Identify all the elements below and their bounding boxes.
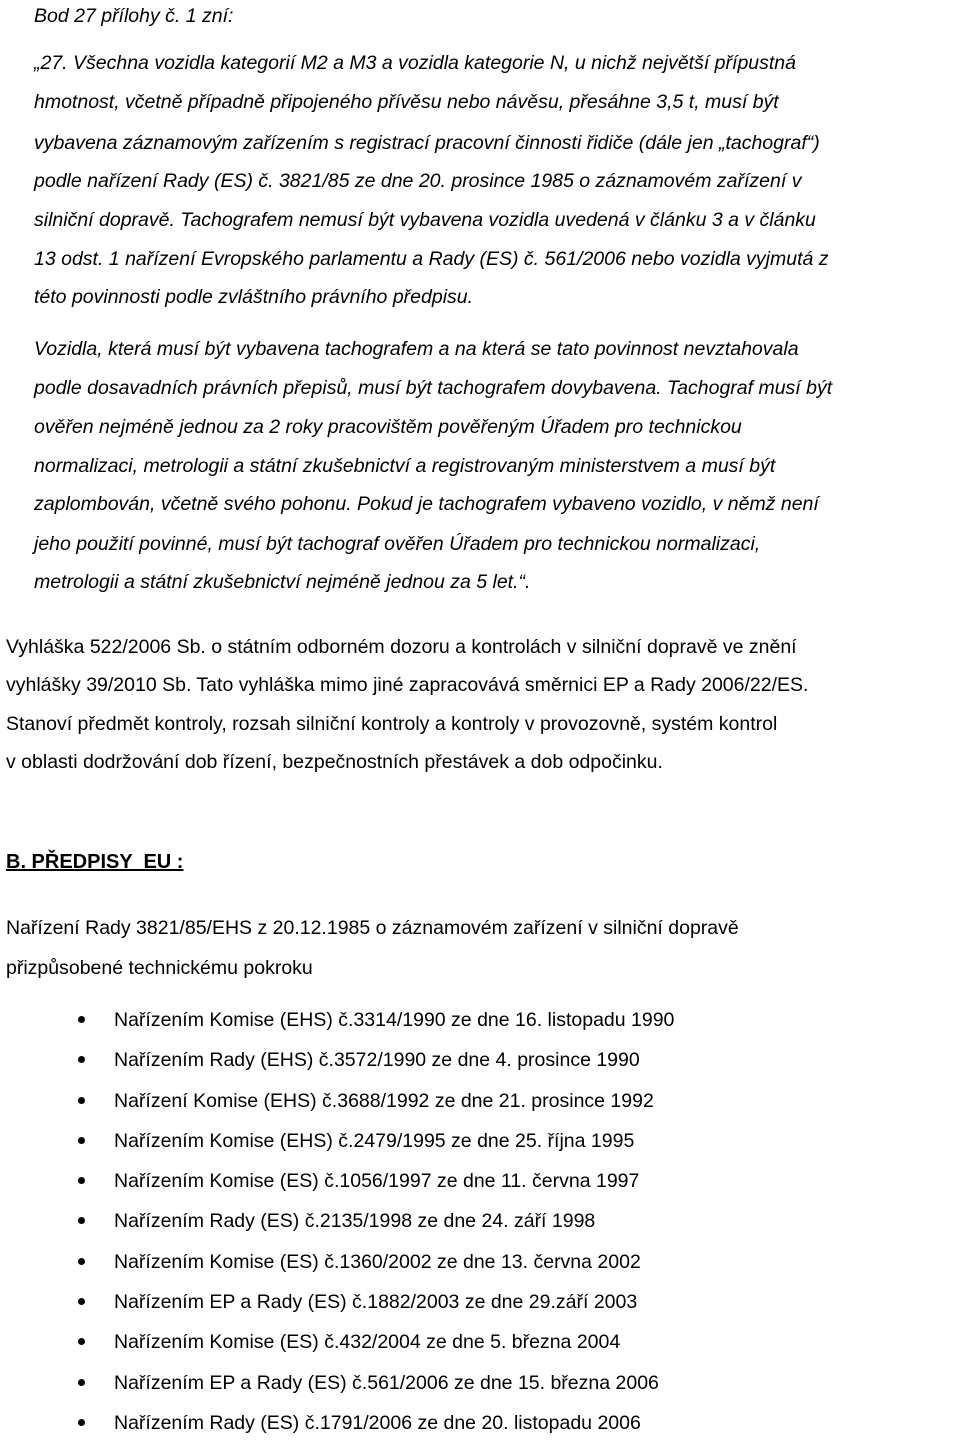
list-item	[0, 1127, 960, 1167]
list-item-text: Nařízením Komise (ES) č.432/2004 ze dne 5. března 2004	[114, 1331, 621, 1354]
bullet-icon	[78, 1298, 85, 1305]
text-line: metrologii a státní zkušebnictví nejméně jednou za 5 let.“.	[34, 571, 531, 593]
bullet-icon	[78, 1097, 85, 1104]
list-item	[0, 1046, 960, 1086]
text-line: v oblasti dodržování dob řízení, bezpečnostních přestávek a dob odpočinku.	[6, 751, 663, 773]
text-line: jeho použití povinné, musí být tachograf ověřen Úřadem pro technickou normalizaci,	[34, 533, 761, 555]
text-line: silniční dopravě. Tachografem nemusí být vybavena vozidla uvedená v článku 3 a v článku	[34, 209, 816, 231]
list-item	[0, 1248, 960, 1288]
list-item-text: Nařízením Komise (EHS) č.2479/1995 ze dne 25. října 1995	[114, 1129, 635, 1152]
list-item-text: Nařízením EP a Rady (ES) č.561/2006 ze dne 15. března 2006	[114, 1371, 659, 1394]
bullet-icon	[78, 1338, 85, 1345]
list-item	[0, 1207, 960, 1247]
text-line: normalizaci, metrologii a státní zkušebnictví a registrovaným ministerstvem a musí být	[34, 455, 776, 477]
section-heading: B. PŘEDPISY EU :	[6, 851, 184, 873]
text-line: 13 odst. 1 nařízení Evropského parlamentu a Rady (ES) č. 561/2006 nebo vozidla vyjmutá z	[34, 248, 829, 270]
text-line: Stanoví předmět kontroly, rozsah silniční kontroly a kontroly v provozovně, systém kontrol	[6, 713, 778, 735]
amendments-list	[0, 1006, 960, 1449]
bullet-icon	[78, 1258, 85, 1265]
list-item-text: Nařízením Komise (ES) č.1056/1997 ze dne 11. června 1997	[114, 1170, 640, 1193]
intro-line: Bod 27 přílohy č. 1 zní:	[34, 5, 234, 27]
list-item-text: Nařízením Komise (ES) č.1360/2002 ze dne 13. června 2002	[114, 1250, 641, 1273]
list-item	[0, 1006, 960, 1046]
text-line: „27. Všechna vozidla kategorií M2 a M3 a vozidla kategorie N, u nichž největší přípustná	[34, 52, 796, 74]
list-item	[0, 1087, 960, 1127]
list-item-text: Nařízením Rady (ES) č.2135/1998 ze dne 24. září 1998	[114, 1210, 596, 1233]
text-line: zaplombován, včetně svého pohonu. Pokud je tachografem vybaveno vozidlo, v němž není	[34, 493, 819, 515]
bullet-icon	[78, 1177, 85, 1184]
list-item-text: Nařízením EP a Rady (ES) č.1882/2003 ze dne 29.září 2003	[114, 1291, 638, 1314]
text-line: Vyhláška 522/2006 Sb. o státním odborném dozoru a kontrolách v silniční dopravě ve znění	[6, 636, 797, 658]
list-item	[0, 1167, 960, 1207]
bullet-icon	[78, 1137, 85, 1144]
list-item	[0, 1369, 960, 1409]
bullet-icon	[78, 1419, 85, 1426]
text-line: vybavena záznamovým zařízením s registrací pracovní činnosti řidiče (dále jen „tachograf“)	[34, 132, 820, 154]
text-line: Nařízení Rady 3821/85/EHS z 20.12.1985 o záznamovém zařízení v silniční dopravě	[6, 917, 739, 939]
bullet-icon	[78, 1379, 85, 1386]
text-line: přizpůsobené technickému pokroku	[6, 957, 313, 979]
text-line: podle dosavadních právních přepisů, musí být tachografem dovybavena. Tachograf musí být	[34, 377, 833, 399]
list-item-text: Nařízením Rady (EHS) č.3572/1990 ze dne 4. prosince 1990	[114, 1049, 640, 1072]
list-item-text: Nařízení Komise (EHS) č.3688/1992 ze dne 21. prosince 1992	[114, 1089, 654, 1112]
text-line: této povinnosti podle zvláštního právního předpisu.	[34, 286, 474, 308]
list-item-text: Nařízením Komise (EHS) č.3314/1990 ze dne 16. listopadu 1990	[114, 1009, 675, 1031]
text-line: Vozidla, která musí být vybavena tachografem a na která se tato povinnost nevztahovala	[34, 338, 799, 360]
text-line: vyhlášky 39/2010 Sb. Tato vyhláška mimo jiné zapracovává směrnici EP a Rady 2006/22/ES.	[6, 674, 809, 696]
list-item-text: Nařízením Rady (ES) č.1791/2006 ze dne 20. listopadu 2006	[114, 1411, 641, 1434]
list-item	[0, 1409, 960, 1449]
bullet-icon	[78, 1217, 85, 1224]
bullet-icon	[78, 1056, 85, 1063]
text-line: podle nařízení Rady (ES) č. 3821/85 ze dne 20. prosince 1985 o záznamovém zařízení v	[34, 170, 802, 192]
list-item	[0, 1288, 960, 1328]
bullet-icon	[78, 1016, 85, 1023]
text-line: ověřen nejméně jednou za 2 roky pracovištěm pověřeným Úřadem pro technickou	[34, 416, 742, 438]
list-item	[0, 1328, 960, 1368]
text-line: hmotnost, včetně případně připojeného přívěsu nebo návěsu, přesáhne 3,5 t, musí být	[34, 91, 779, 113]
